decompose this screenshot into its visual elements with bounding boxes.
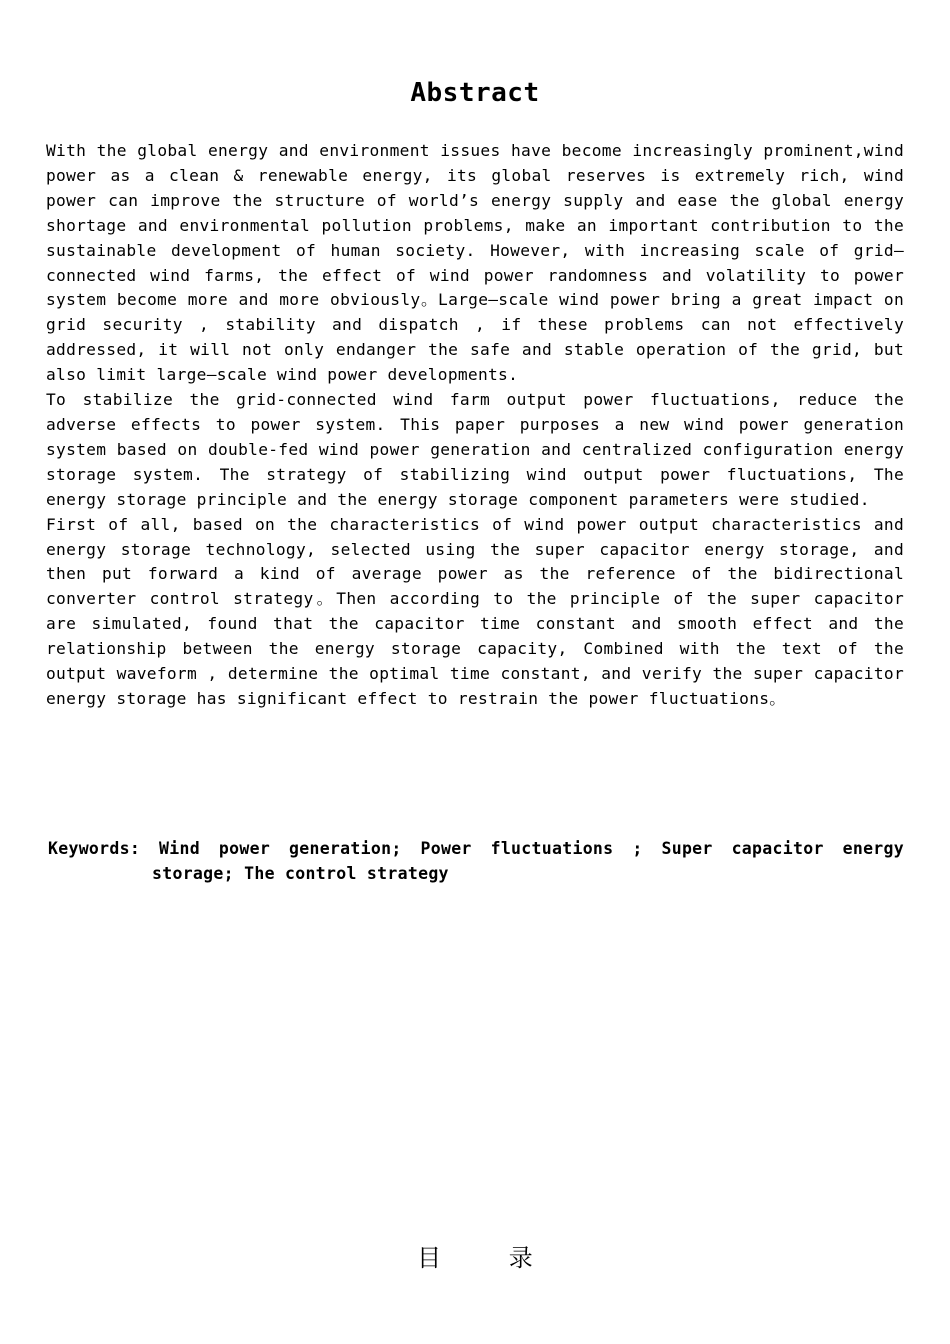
keywords-block (48, 836, 904, 886)
abstract-title: Abstract (410, 78, 540, 108)
keywords-line (48, 836, 904, 886)
keywords-text: Wind power generation; Power fluctuations ; Super capacitor energy storage; The control strategy (152, 839, 905, 883)
abstract-paragraph-1: With the global energy and environment issues have become increasingly prominent,wind power as a clean & renewable energy, its global reserves is extremely rich, wind power can improve the structure of world’s energy supply and ease the global energy shortage and environmental pollution problems, make an important contribution to the sustainable development of human society. However, with increasing scale of grid—connected wind farms, the effect of wind power randomness and volatility to power system become more and more obviously。Large—scale wind power bring a great impact on grid security , stability and dispatch , if these problems can not effectively addressed, it will not only endanger the safe and stable operation of the grid, but also limit large—scale wind power developments. (46, 141, 904, 385)
keywords-label: Keywords: (48, 839, 141, 858)
abstract-paragraph-3: First of all, based on the characteristics of wind power output characteristics and energy storage technology, selected using the super capacitor energy storage, and then put forward a kind of average power as the reference of the bidirectional converter control strategy。Then according to the principle of the super capacitor are simulated, found that the capacitor time constant and smooth effect and the relationship between the energy storage capacity, Combined with the text of the output waveform , determine the optimal time constant, and verify the super capacitor energy storage has significant effect to restrain the power fluctuations。 (46, 514, 904, 708)
abstract-paragraph-2: To stabilize the grid-connected wind farm output power fluctuations, reduce the adverse effects to power system. This paper purposes a new wind power generation system based on double-fed wind power generation and centralized configuration energy storage system. The strategy of stabilizing wind output power fluctuations, The energy storage principle and the energy storage component parameters were studied. (46, 390, 904, 509)
toc-title: 目 录 (417, 1244, 563, 1272)
abstract-body (46, 139, 904, 712)
